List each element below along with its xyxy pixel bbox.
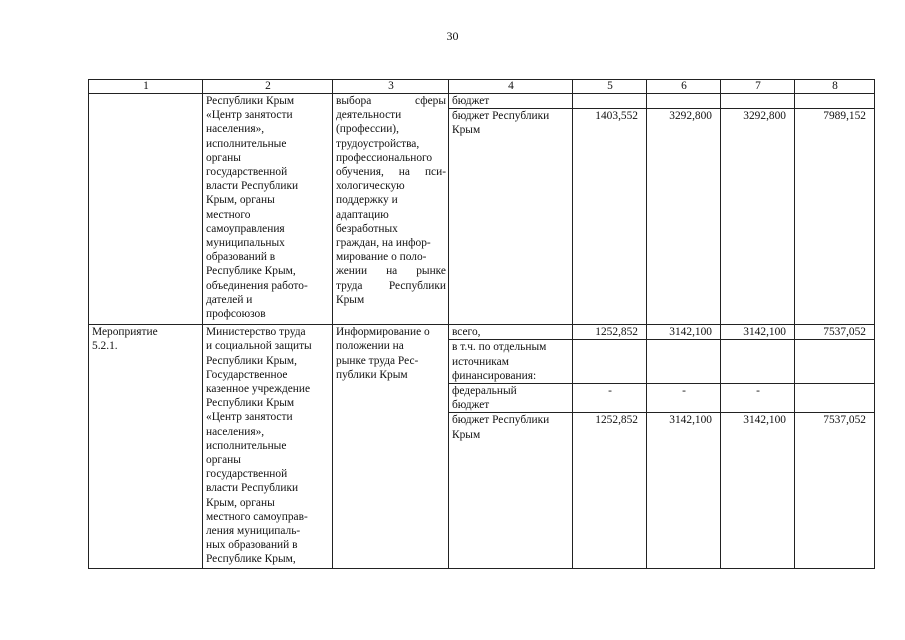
description-cell (333, 94, 449, 325)
value-cell: 7989,152 (795, 109, 875, 325)
column-header: 4 (449, 80, 573, 94)
value-cell (573, 94, 647, 109)
value-cell: 3142,100 (647, 325, 721, 340)
value-cell: 1403,552 (573, 109, 647, 325)
funding-source-cell: бюджет Республики Крым (449, 413, 573, 569)
value-cell: 3292,800 (647, 109, 721, 325)
description-line: мирование о поло- (336, 251, 427, 264)
description-line: (профессии), (336, 123, 399, 136)
description-line: обучения, на пси- (336, 166, 446, 179)
description-line: деятельности (336, 109, 402, 122)
column-header: 8 (795, 80, 875, 94)
value-cell (721, 340, 795, 384)
value-cell: 1252,852 (573, 325, 647, 340)
description-line: поддержку и (336, 194, 398, 207)
table-row (89, 94, 875, 109)
description-line: трудоустройства, (336, 137, 420, 150)
description-line: адаптацию (336, 208, 389, 221)
value-cell (795, 384, 875, 413)
column-header: 5 (573, 80, 647, 94)
funding-source-cell: всего, (449, 325, 573, 340)
column-header: 6 (647, 80, 721, 94)
description-line: безработных (336, 222, 398, 235)
funding-source-cell: бюджет Республики Крым (449, 109, 573, 325)
column-header: 7 (721, 80, 795, 94)
column-header: 2 (203, 80, 333, 94)
description-line: труда Республики (336, 279, 446, 292)
funding-source-cell: федеральный бюджет (449, 384, 573, 413)
value-cell: 3292,800 (721, 109, 795, 325)
page-number: 30 (446, 29, 459, 43)
event-cell: Мероприятие 5.2.1. (89, 325, 203, 569)
executor-cell: Министерство труда и социальной защиты Республики Крым, Государственное казенное учреждение Республики Крым «Центр занятости населения», исполнительные органы государственной власти Республики Крым, органы местного самоуправ- ления муниципаль- ных образований в Республике Крым, (203, 325, 333, 569)
description-line: Крым (336, 293, 365, 306)
value-cell (647, 340, 721, 384)
description-line: профессионального (336, 151, 433, 164)
funding-source-cell: в т.ч. по отдельным источникам финансирования: (449, 340, 573, 384)
value-cell (647, 94, 721, 109)
table-row (89, 325, 875, 340)
value-cell (721, 94, 795, 109)
funding-source-cell: бюджет (449, 94, 573, 109)
value-cell (795, 340, 875, 384)
value-cell: 3142,100 (721, 325, 795, 340)
column-header-row (89, 80, 875, 94)
value-cell: - (573, 384, 647, 413)
description-cell: Информирование о положении на рынке труда Рес- публики Крым (333, 325, 449, 569)
description-line: жении на рынке (336, 265, 446, 278)
value-cell: 7537,052 (795, 413, 875, 569)
funding-table (88, 79, 875, 569)
column-header: 3 (333, 80, 449, 94)
description-line: граждан, на инфор- (336, 237, 431, 250)
value-cell: - (721, 384, 795, 413)
executor-cell: Республики Крым «Центр занятости населения», исполнительные органы государственной власти Республики Крым, органы местного самоуправления муниципальных образований в Республике Крым, объединения работо- дателей и профсоюзов (203, 94, 333, 325)
description-line: выбора сферы (336, 95, 446, 107)
value-cell (795, 94, 875, 109)
value-cell (573, 340, 647, 384)
value-cell: - (647, 384, 721, 413)
value-cell: 1252,852 (573, 413, 647, 569)
value-cell: 7537,052 (795, 325, 875, 340)
description-line: хологическую (336, 180, 405, 193)
value-cell: 3142,100 (647, 413, 721, 569)
event-cell (89, 94, 203, 325)
value-cell: 3142,100 (721, 413, 795, 569)
column-header: 1 (89, 80, 203, 94)
